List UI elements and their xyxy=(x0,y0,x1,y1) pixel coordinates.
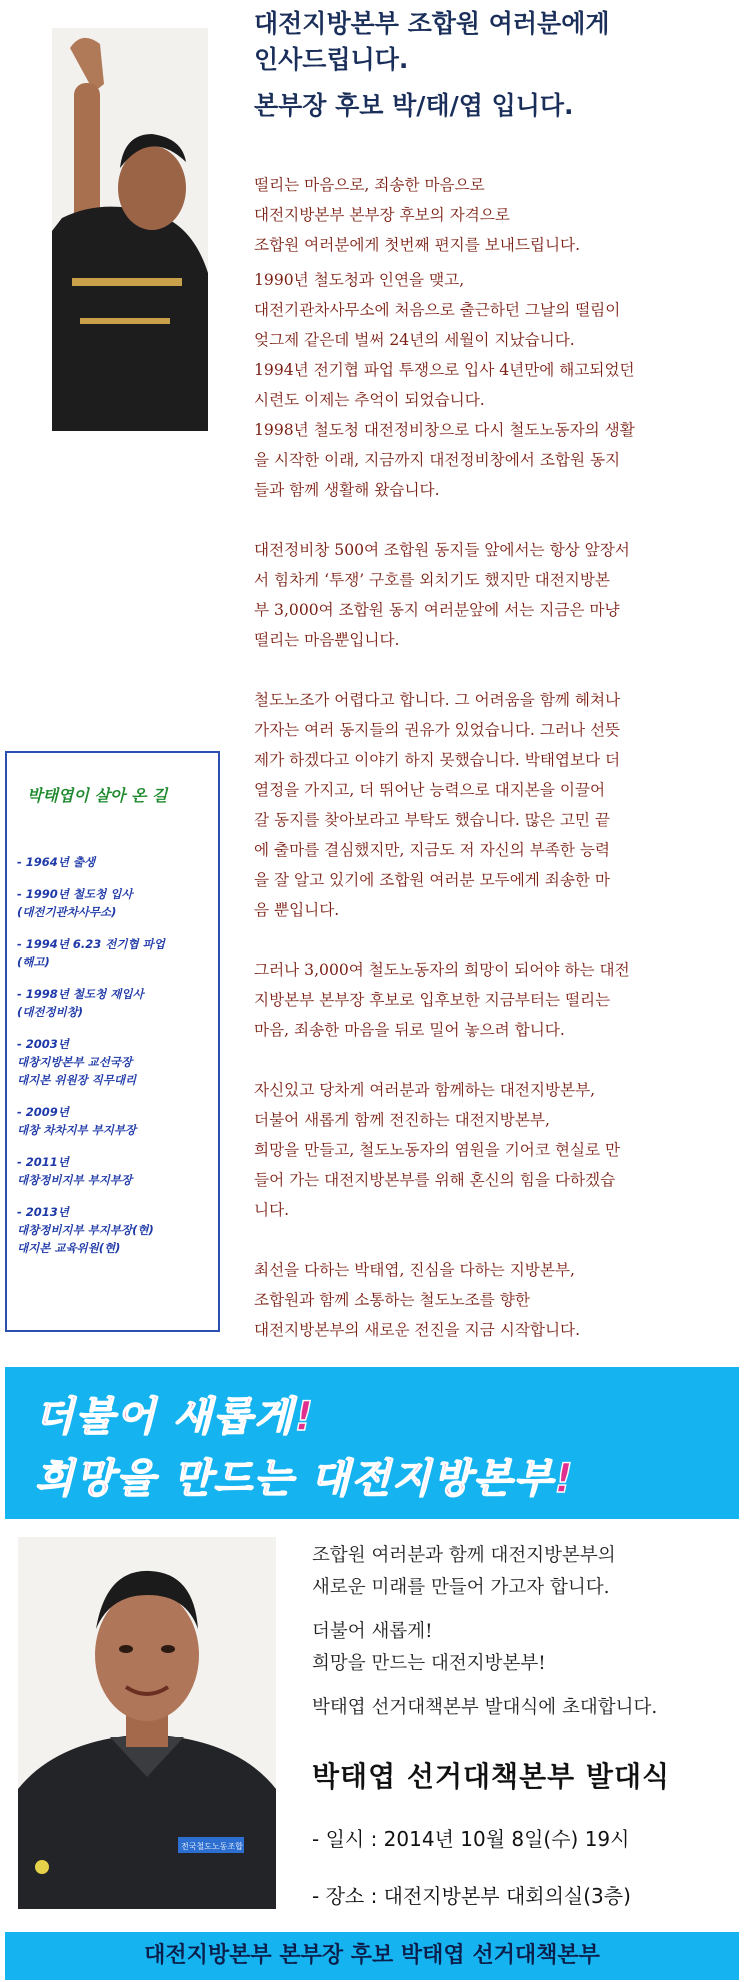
letter-paragraph-1: 떨리는 마음으로, 죄송한 마음으로 대전지방본부 본부장 후보의 자격으로 조합원 여러분에게 첫번째 편지를 보내드립니다. xyxy=(254,176,581,254)
timeline-item: - 1998년 철도청 재입사 (대전정비창) xyxy=(17,987,144,1019)
invite-paragraph-1: 조합원 여러분과 함께 대전지방본부의 새로운 미래를 만들어 가고자 합니다. xyxy=(312,1545,616,1598)
timeline-item: - 2013년 대창정비지부 부지부장(현) 대지본 교육위원(현) xyxy=(17,1205,154,1255)
invitation-text xyxy=(312,1540,742,1724)
timeline-item: - 2003년 대창지방본부 교선국장 대지본 위원장 직무대리 xyxy=(17,1037,137,1087)
header-title-line2: 인사드립니다. xyxy=(254,45,409,74)
candidate-portrait-photo xyxy=(18,1537,276,1909)
letter-paragraph-6: 자신있고 당차게 여러분과 함께하는 대전지방본부, 더불어 새롭게 함께 전진하는 대전지방본부, 희망을 만들고, 철도노동자의 염원을 기어코 현실로 만 들어 가는 대전지방본부를 위해 혼신의 힘을 다하겠습 니다. xyxy=(254,1081,621,1219)
header-title-line3: 본부장 후보 박/태/엽 입니다. xyxy=(254,91,574,120)
letter-paragraph-3: 대전정비창 500여 조합원 동지들 앞에서는 항상 앞장서 서 힘차게 ‘투쟁’ 구호를 외치기도 했지만 대전지방본 부 3,000여 조합원 동지 여러분앞에 서는 지금은 마냥 떨리는 마음뿐입니다. xyxy=(254,541,630,649)
invite-paragraph-2: 더불어 새롭게! 희망을 만드는 대전지방본부! xyxy=(312,1621,546,1674)
jacket-logo-text: 전국철도노동조합 xyxy=(181,1842,243,1851)
invite-paragraph-3: 박태엽 선거대책본부 발대식에 초대합니다. xyxy=(312,1697,658,1718)
timeline-item: - 1964년 출생 xyxy=(17,855,96,869)
letter-paragraph-5: 그러나 3,000여 철도노동자의 희망이 되어야 하는 대전 지방본부 본부장 후보로 입후보한 지금부터는 떨리는 마음, 죄송한 마음을 뒤로 밀어 놓으려 합니다. xyxy=(254,961,630,1039)
timeline-item: - 1994년 6.23 전기협 파업 (해고) xyxy=(17,937,165,969)
letter-paragraph-4: 철도노조가 어렵다고 합니다. 그 어려움을 함께 헤쳐나 가자는 여러 동지들의 권유가 있었습니다. 그러나 선뜻 제가 하겠다고 이야기 하지 못했습니다. 박태엽보다 더 열정을 가지고, 더 뛰어난 능력으로 대지본을 이끌어 갈 동지를 찾아보라고 부탁도 했습니다. 많은 고민 끝 에 출마를 결심했지만, 지금도 저 자신의 부족한 능력 을 잘 알고 있기에 조합원 여러분 모두에게 죄송한 마 음 뿐입니다. xyxy=(254,691,621,919)
event-date: - 일시 : 2014년 10월 8일(수) 19시 xyxy=(312,1827,630,1851)
timeline-item: - 2009년 대창 차차지부 부지부장 xyxy=(17,1105,137,1137)
candidate-raised-fist-photo xyxy=(52,28,208,431)
slogan-banner xyxy=(5,1367,739,1519)
timeline-title: 박태엽이 살아 온 길 xyxy=(27,786,168,805)
timeline-item: - 1990년 철도청 입사 (대전기관차사무소) xyxy=(17,887,133,919)
letter-body xyxy=(254,170,726,1345)
timeline-item: - 2011년 대창정비지부 부지부장 xyxy=(17,1155,133,1187)
footer-banner: 대전지방본부 본부장 후보 박태엽 선거대책본부 xyxy=(5,1932,739,1980)
letter-paragraph-2: 1990년 철도청과 인연을 맺고, 대전기관차사무소에 처음으로 출근하던 그날의 떨림이 엊그제 같은데 벌써 24년의 세월이 지났습니다. 1994년 전기협 파업 투쟁으로 입사 4년만에 해고되었던 시련도 이제는 추억이 되었습니다. 1998년 철도청 대전정비창으로 다시 철도노동자의 생활 을 시작한 이래, 지금까지 대전정비창에서 조합원 동지 들과 함께 생활해 왔습니다. xyxy=(254,271,635,499)
banner-line2: 희망을 만드는 대전지방본부! xyxy=(35,1456,575,1502)
career-timeline-box xyxy=(5,751,220,1332)
header-title xyxy=(254,6,734,124)
banner-line1: 더불어 새롭게! xyxy=(35,1394,316,1440)
event-title: 박태엽 선거대책본부 발대식 xyxy=(312,1760,671,1793)
timeline-list xyxy=(17,853,217,1271)
event-place: - 장소 : 대전지방본부 대회의실(3층) xyxy=(312,1884,631,1908)
letter-paragraph-7: 최선을 다하는 박태엽, 진심을 다하는 지방본부, 조합원과 함께 소통하는 철도노조를 향한 대전지방본부의 새로운 전진을 지금 시작합니다. xyxy=(254,1261,581,1339)
header-title-line1: 대전지방본부 조합원 여러분에게 xyxy=(254,9,610,38)
